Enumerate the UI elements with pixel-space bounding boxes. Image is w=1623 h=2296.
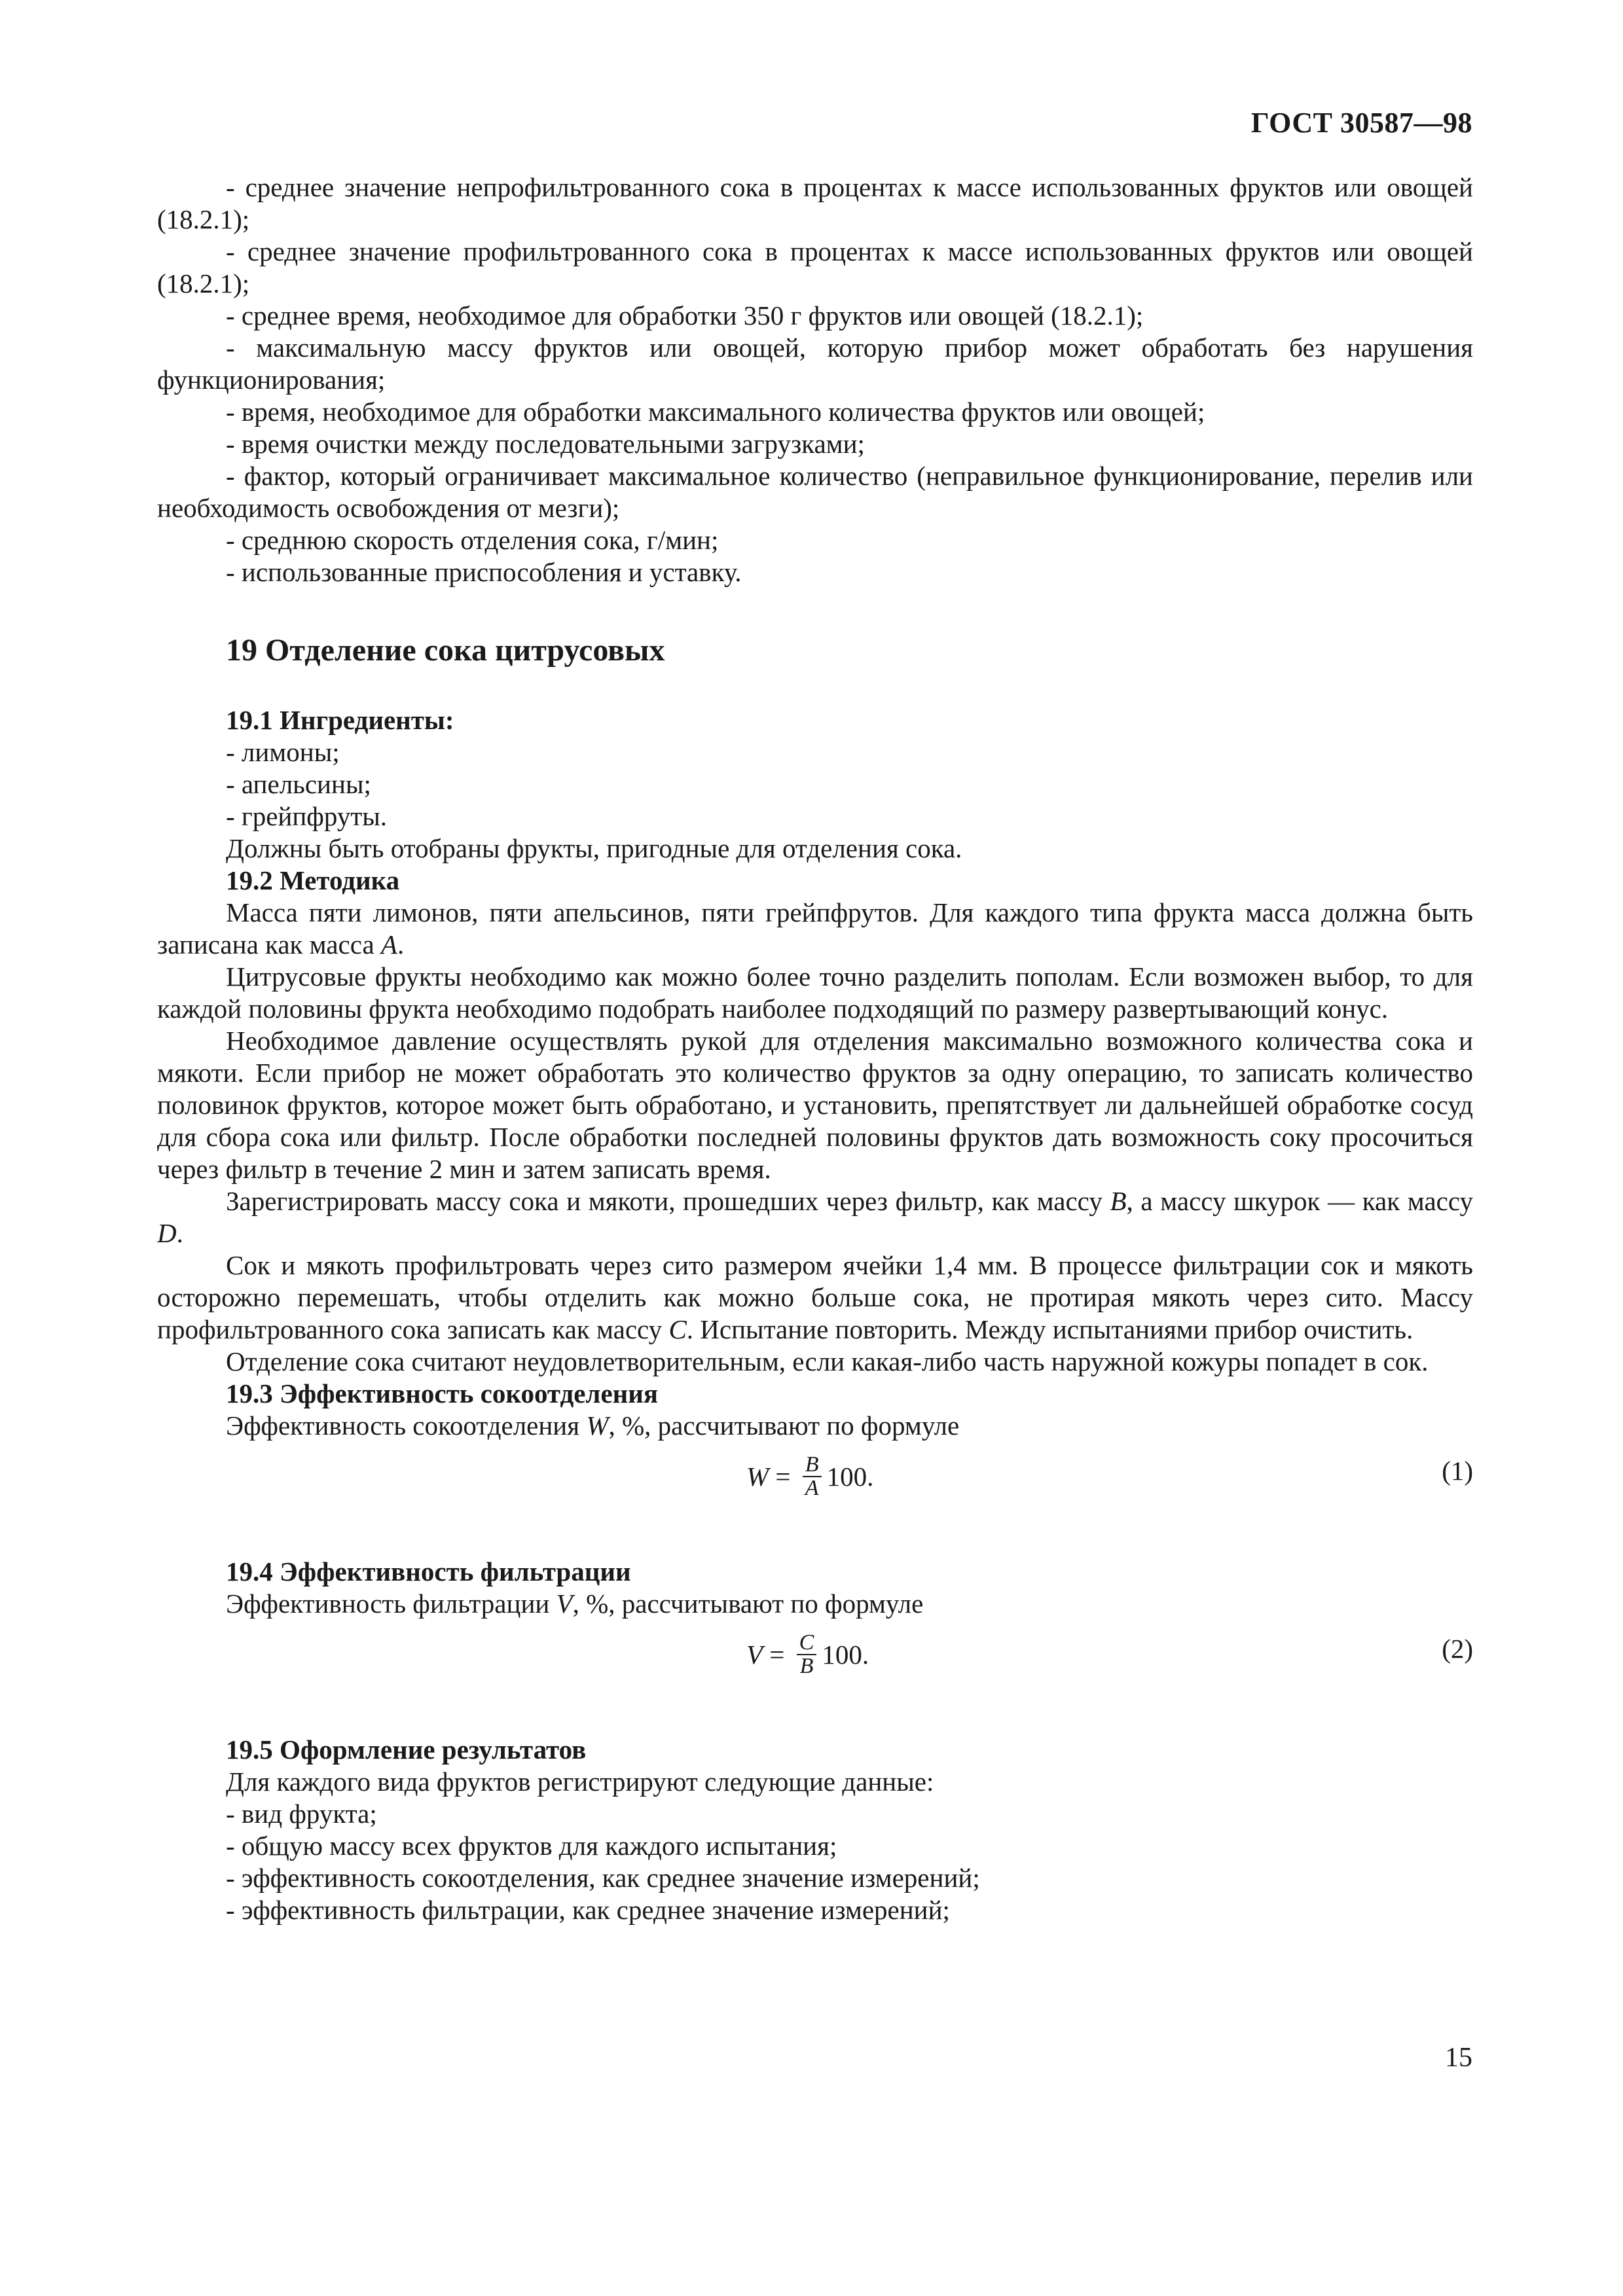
subsection-heading-19-4: 19.4 Эффективность фильтрации: [226, 1556, 631, 1587]
paragraph: Зарегистрировать массу сока и мякоти, прошедших через фильтр, как массу В, а массу шкурок — как массу D.: [157, 1186, 1473, 1248]
list-item: - максимальную массу фруктов или овощей, которую прибор может обработать без нарушения функционирования;: [157, 332, 1473, 395]
paragraph: Сок и мякоть профильтровать через сито размером ячейки 1,4 мм. В процессе фильтрации сок и мякоть осторожно перемешать, чтобы отделить как можно больше сока, не протирая мякоть через сито. Массу профильтрованного сока записать как массу С. Испытание повторить. Между испытаниями прибор очистить.: [157, 1250, 1473, 1344]
list-item: - среднее время, необходимое для обработки 350 г фруктов или овощей (18.2.1);: [226, 300, 1144, 331]
list-item: - вид фрукта;: [226, 1799, 377, 1829]
list-item: - среднее значение непрофильтрованного сока в процентах к массе использованных фруктов или овощей (18.2.1);: [157, 172, 1473, 234]
section-title: 19 Отделение сока цитрусовых: [226, 633, 665, 668]
page-number: 15: [1445, 2043, 1472, 2073]
subsection-heading-19-1: 19.1 Ингредиенты:: [226, 705, 454, 735]
list-item: - грейпфруты.: [226, 801, 388, 831]
subsection-heading-19-5: 19.5 Оформление результатов: [226, 1734, 587, 1765]
list-item: - общую массу всех фруктов для каждого испытания;: [226, 1831, 837, 1861]
subsection-heading-19-3: 19.3 Эффективность сокоотделения: [226, 1378, 659, 1408]
list-item: - время, необходимое для обработки максимального количества фруктов или овощей;: [226, 397, 1205, 427]
list-item: - лимоны;: [226, 737, 340, 767]
equation-number: (1): [1442, 1456, 1473, 1486]
paragraph: Отделение сока считают неудовлетворительным, если какая-либо часть наружной кожуры попадет в сок.: [226, 1346, 1429, 1376]
fraction: $\frac{C}{B}$: [797, 1632, 817, 1677]
paragraph: Необходимое давление осуществлять рукой для отделения максимально возможного количества сока и мякоти. Если прибор не может обработать это количество фруктов за одну операцию, то записать количество половинок фруктов, которое может быть обработано, и установить, препятствует ли дальнейшей обработке сосуд для сбора сока или фильтр. После обработки последней половины фруктов дать возможность соку просочиться через фильтр в течение 2 мин и затем записать время.: [157, 1026, 1473, 1184]
list-item: - среднюю скорость отделения сока, г/мин;: [226, 525, 719, 555]
formula-1: [157, 1442, 1473, 1527]
formula-expression: W = $\frac{B}{A}$ 100.: [746, 1452, 874, 1500]
fraction: $\frac{B}{A}$: [803, 1454, 822, 1499]
page-content: [157, 171, 1473, 1926]
paragraph: Должны быть отобраны фрукты, пригодные для отделения сока.: [226, 833, 962, 863]
list-item: - время очистки между последовательными загрузками;: [226, 429, 865, 459]
paragraph: Масса пяти лимонов, пяти апельсинов, пяти грейпфрутов. Для каждого типа фрукта масса должна быть записана как масса А.: [157, 897, 1473, 960]
list-item: - эффективность фильтрации, как среднее значение измерений;: [226, 1895, 950, 1925]
list-item: - апельсины;: [226, 769, 371, 799]
list-item: - эффективность сокоотделения, как среднее значение измерений;: [226, 1863, 980, 1893]
formula-expression: V = $\frac{C}{B}$ 100.: [746, 1630, 869, 1678]
subsection-heading-19-2: 19.2 Методика: [226, 865, 400, 895]
formula-2: [157, 1620, 1473, 1705]
list-item: - среднее значение профильтрованного сока в процентах к массе использованных фруктов или овощей (18.2.1);: [157, 236, 1473, 298]
equation-number: (2): [1442, 1634, 1473, 1664]
paragraph: Эффективность сокоотделения W, %, рассчитывают по формуле: [226, 1410, 960, 1441]
list-item: - фактор, который ограничивает максимальное количество (неправильное функционирование, перелив или необходимость освобождения от мезги);: [157, 461, 1473, 523]
paragraph: Цитрусовые фрукты необходимо как можно более точно разделить пополам. Если возможен выбор, то для каждой половины фрукта необходимо подобрать наиболее подходящий по размеру развертывающий конус.: [157, 961, 1473, 1024]
paragraph: Для каждого вида фруктов регистрируют следующие данные:: [226, 1767, 934, 1797]
document-code: ГОСТ 30587—98: [1250, 107, 1472, 139]
paragraph: Эффективность фильтрации V, %, рассчитывают по формуле: [226, 1588, 924, 1619]
list-item: - использованные приспособления и уставку.: [226, 557, 742, 587]
